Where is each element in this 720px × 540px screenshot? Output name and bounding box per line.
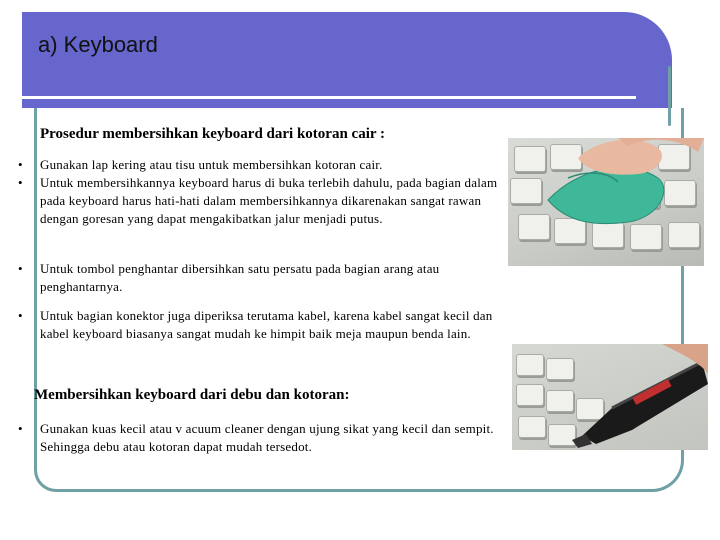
list-item-text: Untuk membersihkannya keyboard harus di buka terlebih dahulu, pada bagian dalam pada keyboard harus hati-hati dalam membersihkannya dikarenakan sangat rawan dengan goresan yang dapat mengakibatkan jalur menjadi putus. xyxy=(40,175,498,226)
vacuum-cleaner-illustration xyxy=(512,344,708,450)
slide-title: a) Keyboard xyxy=(38,32,158,57)
keyboard-cloth-photo xyxy=(508,138,704,266)
list-item xyxy=(18,420,500,456)
list-item-text: Gunakan kuas kecil atau v acuum cleaner dengan ujung sikat yang kecil dan sempit. Sehingga debu atau kotoran dapat mudah tersedot. xyxy=(40,421,494,454)
bullet: • xyxy=(18,157,23,172)
list-item xyxy=(18,174,500,228)
bullet: • xyxy=(18,175,23,190)
header-underline xyxy=(22,96,636,99)
bullet: • xyxy=(18,308,23,323)
section1-heading: Prosedur membersihkan keyboard dari kotoran cair : xyxy=(40,126,386,142)
bullet: • xyxy=(18,261,23,276)
list-item xyxy=(18,156,500,174)
vacuum-keyboard-photo xyxy=(512,344,708,450)
section2-heading: Membersihkan keyboard dari debu dan kotoran: xyxy=(34,387,350,403)
list-item xyxy=(18,260,500,296)
list-item xyxy=(18,307,500,343)
header-bar xyxy=(22,12,672,108)
list-item-text: Untuk bagian konektor juga diperiksa terutama kabel, karena kabel sangat kecil dan kabel keyboard biasanya sangat mudah ke himpit baik meja maupun benda lain. xyxy=(40,308,493,341)
list-item-text: Gunakan lap kering atau tisu untuk membersihkan kotoran cair. xyxy=(40,157,383,172)
hand-with-cloth-illustration xyxy=(508,138,704,266)
list-item-text: Untuk tombol penghantar dibersihkan satu persatu pada bagian arang atau penghantarnya. xyxy=(40,261,440,294)
bullet: • xyxy=(18,421,23,436)
